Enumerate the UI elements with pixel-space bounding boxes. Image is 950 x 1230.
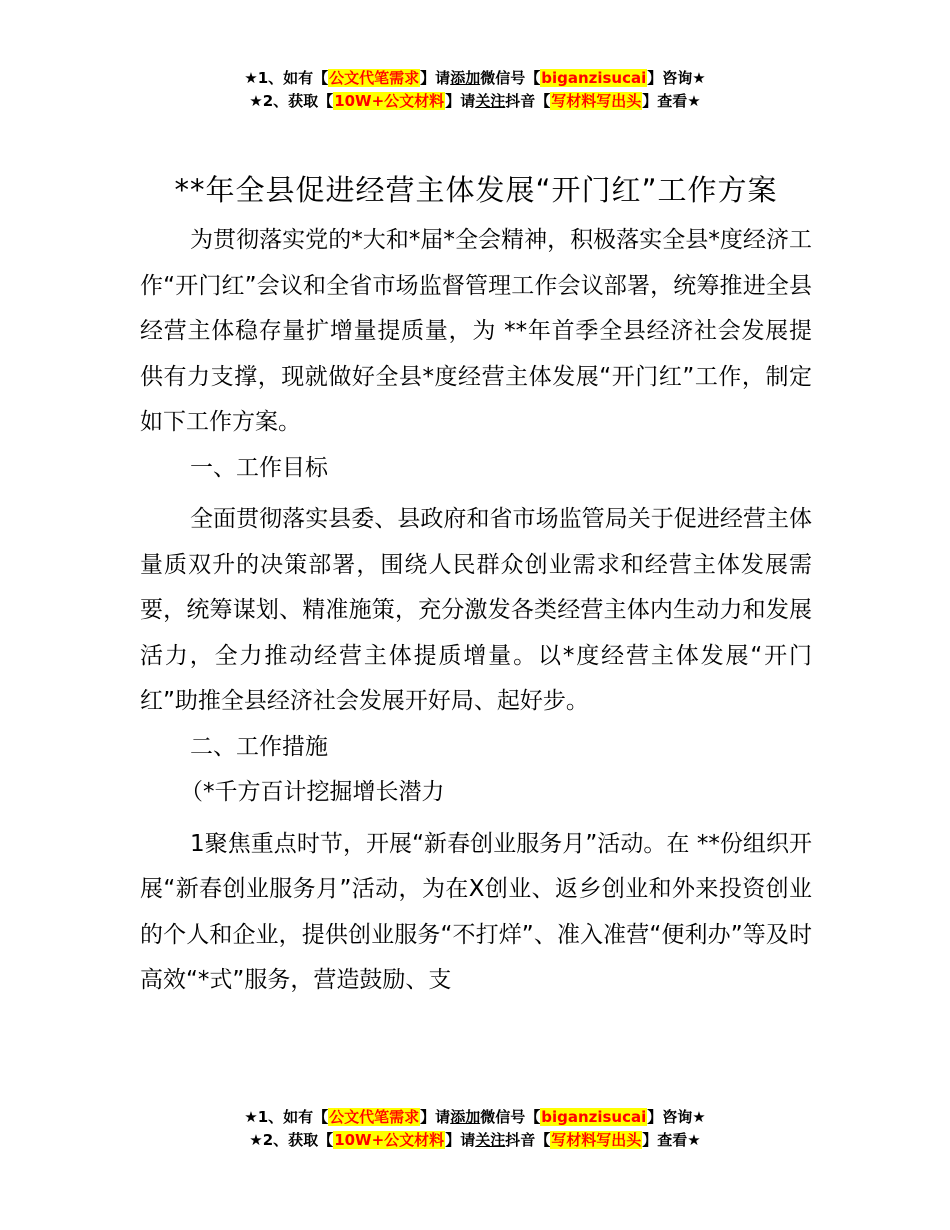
banner-text: 】请 bbox=[420, 1108, 451, 1126]
banner-text: 抖音【 bbox=[505, 1131, 551, 1149]
banner-text: ★2、获取【 bbox=[249, 1131, 334, 1149]
banner-text: 】请 bbox=[420, 69, 451, 87]
banner-highlight: 10W+公文材料 bbox=[334, 92, 445, 110]
banner-text: 抖音【 bbox=[505, 92, 551, 110]
banner-text: 】请 bbox=[445, 1131, 476, 1149]
banner-text: ★2、获取【 bbox=[249, 92, 334, 110]
banner-highlight: 10W+公文材料 bbox=[334, 1131, 445, 1149]
banner-underline: 添加 bbox=[450, 69, 481, 87]
footer-banner bbox=[0, 1106, 950, 1152]
banner-text: 】查看★ bbox=[642, 92, 701, 110]
measure-item-paragraph: 1聚焦重点时节，开展“新春创业服务月”活动。在 **份组织开展“新春创业服务月”活动，为在X创业、返乡创业和外来投资创业的个人和企业，提供创业服务“不打烊”、准入准营“便利办”等及时高效“*式”服务，营造鼓励、支 bbox=[140, 830, 812, 993]
banner-line-2 bbox=[0, 1129, 950, 1152]
section-heading-goals: 一、工作目标 bbox=[190, 454, 328, 481]
banner-line-2 bbox=[0, 90, 950, 113]
banner-highlight: biganzisucai bbox=[541, 69, 647, 87]
banner-underline: 添加 bbox=[450, 1108, 481, 1126]
section-heading-measures: 二、工作措施 bbox=[190, 733, 328, 760]
banner-text: 微信号【 bbox=[480, 1108, 541, 1126]
banner-highlight: 公文代笔需求 bbox=[329, 69, 420, 87]
intro-paragraph: 为贯彻落实党的*大和*届*全会精神，积极落实全县*度经济工作“开门红”会议和全省市场监督管理工作会议部署，统筹推进全县经营主体稳存量扩增量提质量，为 **年首季全县经济社会发展提供有力支撑，现就做好全县*度经营主体发展“开门红”工作，制定如下工作方案。 bbox=[140, 227, 812, 435]
document-title: **年全县促进经营主体发展“开门红”工作方案 bbox=[174, 173, 778, 207]
banner-underline: 关注 bbox=[475, 1131, 506, 1149]
banner-line-1 bbox=[0, 1106, 950, 1129]
banner-highlight: biganzisucai bbox=[541, 1108, 647, 1126]
banner-text: 】咨询★ bbox=[647, 1108, 706, 1126]
banner-highlight: 写材料写出头 bbox=[551, 1131, 642, 1149]
banner-highlight: 公文代笔需求 bbox=[329, 1108, 420, 1126]
document-body bbox=[140, 168, 812, 1004]
banner-text: ★1、如有【 bbox=[244, 69, 329, 87]
banner-text: 】咨询★ bbox=[647, 69, 706, 87]
banner-text: 】查看★ bbox=[642, 1131, 701, 1149]
banner-line-1 bbox=[0, 67, 950, 90]
subsection-heading: （*千方百计挖掘增长潜力 bbox=[180, 779, 445, 805]
banner-text: 微信号【 bbox=[480, 69, 541, 87]
banner-underline: 关注 bbox=[475, 92, 506, 110]
goals-paragraph: 全面贯彻落实县委、县政府和省市场监管局关于促进经营主体量质双升的决策部署，围绕人民群众创业需求和经营主体发展需要，统筹谋划、精准施策，充分激发各类经营主体内生动力和发展活力，全力推动经营主体提质增量。以*度经营主体发展“开门红”助推全县经济社会发展开好局、起好步。 bbox=[140, 506, 812, 714]
header-banner bbox=[0, 67, 950, 113]
banner-text: 】请 bbox=[445, 92, 476, 110]
banner-text: ★1、如有【 bbox=[244, 1108, 329, 1126]
banner-highlight: 写材料写出头 bbox=[551, 92, 642, 110]
